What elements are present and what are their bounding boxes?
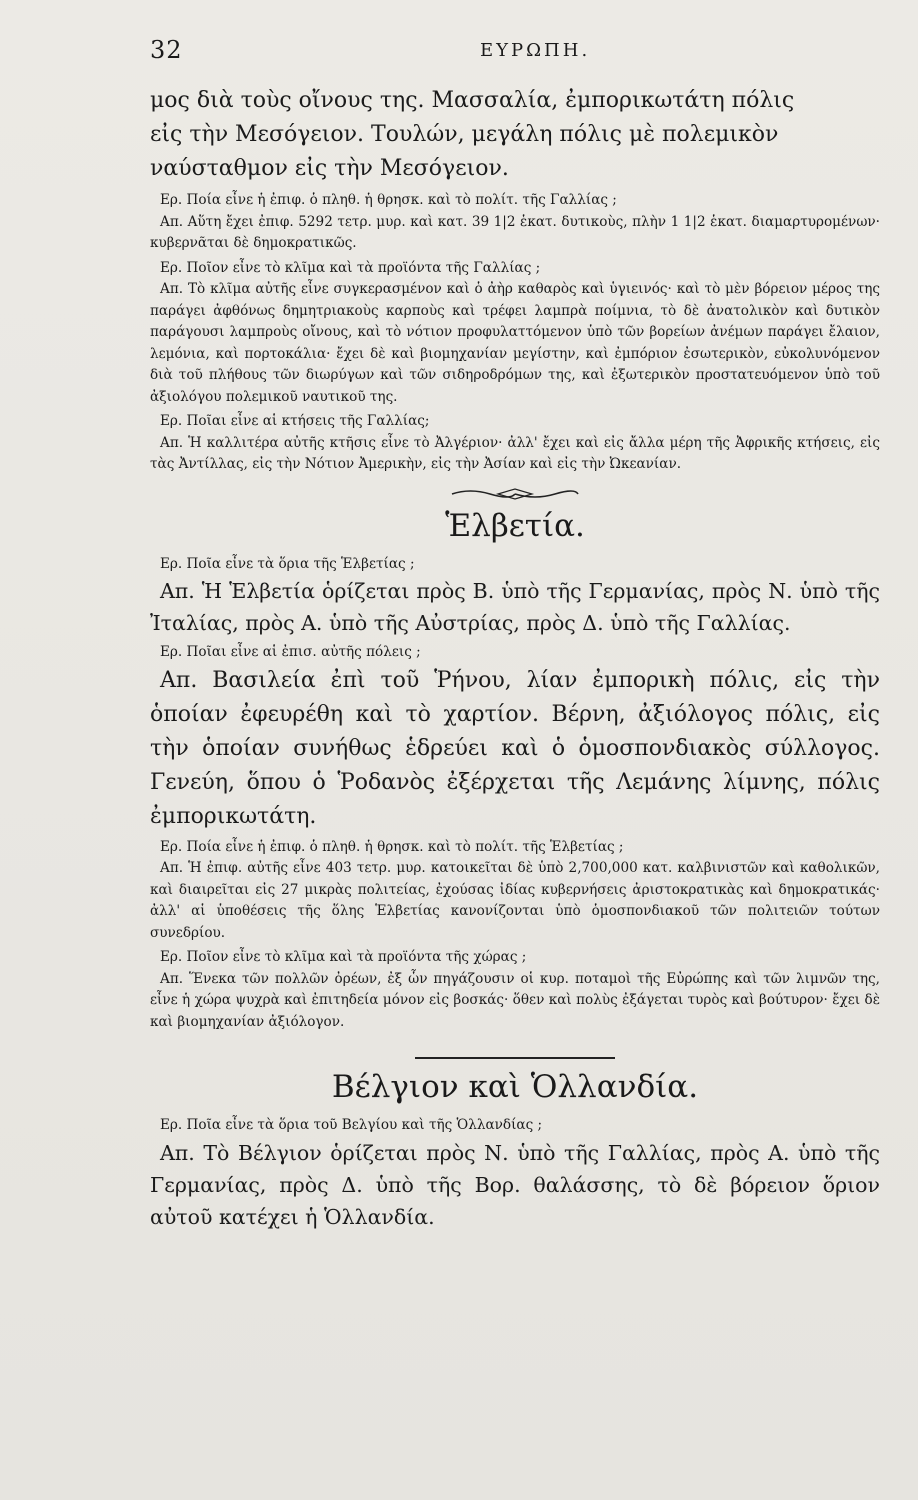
switzerland-answer-area: Απ. Ἡ ἐπιφ. αὐτῆς εἶνε 403 τετρ. μυρ. κατοικεῖται δὲ ὑπὸ 2,700,000 κατ. καλβινιστῶν καὶ καθολικῶν, καὶ διαιρεῖται εἰς 27 μικρὰς πολιτείας, ἐχούσας ἰδίας κυβερνήσεις ἀριστοκρατικὰς καὶ δημοκρατικάς· ἀλλ' αἱ ὑποθέσεις τῆς ὅλης Ἑλβετίας κανονίζονται ὑπὸ ὁμοσπονδιακοῦ τῶν πολιτειῶν τούτων συνεδρίου.: [150, 860, 880, 941]
switzerland-question-climate: Ερ. Ποῖον εἶνε τὸ κλῖμα καὶ τὰ προϊόντα τῆς χώρας ;: [160, 949, 527, 965]
switzerland-question-borders: Ερ. Ποῖα εἶνε τὰ ὅρια τῆς Ἑλβετίας ;: [160, 555, 415, 572]
page-body: [150, 84, 880, 1233]
france-answer-possessions: Απ. Ἡ καλλιτέρα αὐτῆς κτῆσις εἶνε τὸ Ἀλγέριον· ἀλλ' ἔχει καὶ εἰς ἄλλα μέρη τῆς Ἀφρικῆς κτήσεις, εἰς τὰς Ἀντίλλας, εἰς τὴν Νότιον Ἀμερικὴν, εἰς τὴν Ἀσίαν καὶ εἰς τὴν Ὠκεανίαν.: [150, 434, 880, 472]
switzerland-question-area: Ερ. Ποία εἶνε ἡ ἐπιφ. ὁ πληθ. ἡ θρησκ. καὶ τὸ πολίτ. τῆς Ἑλβετίας ;: [160, 838, 624, 855]
france-question-climate: Ερ. Ποῖον εἶνε τὸ κλῖμα καὶ τὰ προϊόντα τῆς Γαλλίας ;: [160, 259, 541, 276]
switzerland-answer-borders: Απ. Ἡ Ἑλβετία ὁρίζεται πρὸς Β. ὑπὸ τῆς Γερμανίας, πρὸς Ν. ὑπὸ τῆς Ἰταλίας, πρὸς Α. ὑπὸ τῆς Αὐστρίας, πρὸς Δ. ὑπὸ τῆς Γαλλίας.: [150, 579, 880, 635]
switzerland-question-cities: Ερ. Ποῖαι εἶνε αἱ ἐπισ. αὐτῆς πόλεις ;: [160, 644, 421, 660]
france-answer-climate: Απ. Τὸ κλῖμα αὐτῆς εἶνε συγκερασμένον καὶ ὁ ἀὴρ καθαρὸς καὶ ὑγιεινός· καὶ τὸ μὲν βόρειον μέρος της παράγει ἀφθόνως δημητριακοὺς καρποὺς καὶ τρέφει λαμπρὰ ποίμνια, τὸ δὲ ἀνατολικὸν καὶ δυτικὸν παράγουσι λαμπροὺς οἴνους, καὶ τὸ νότιον προφυλαττόμενον ὑπὸ τῶν βορείων ἀνέμων παράγει ἔλαιον, λεμόνια, καὶ πορτοκάλια· ἔχει δὲ καὶ βιομηχανίαν μεγίστην, καὶ ἐμπόριον ἐσωτερικὸν, εὐκολυνόμενον διὰ τοῦ πλήθους τῶν διωρύγων καὶ τῶν σιδηροδρόμων της, καὶ ἐξωτερικὸν προστατευόμενον ὑπὸ τοῦ ἀξιολόγου πολεμικοῦ ναυτικοῦ της.: [150, 281, 880, 405]
belgium-answer-borders: Απ. Τὸ Βέλγιον ὁρίζεται πρὸς Ν. ὑπὸ τῆς Γαλλίας, πρὸς Α. ὑπὸ τῆς Γερμανίας, πρὸς Δ. ὑπὸ τῆς Βορ. θαλάσσης, τὸ δὲ βόρειον ὅριον αὐτοῦ κατέχει ἡ Ὁλλανδία.: [150, 1140, 880, 1229]
belgium-question-borders: Ερ. Ποῖα εἶνε τὰ ὅρια τοῦ Βελγίου καὶ τῆς Ὁλλανδίας ;: [160, 1117, 543, 1133]
france-question-possessions: Ερ. Ποῖαι εἶνε αἱ κτήσεις τῆς Γαλλίας;: [160, 413, 430, 429]
running-head: ΕΥΡΩΠΗ.: [480, 40, 591, 61]
france-cities-line-1: μος διὰ τοὺς οἴνους της. Μασσαλία, ἐμπορικωτάτη πόλις: [150, 88, 795, 113]
france-cities-line-3: ναύσταθμον εἰς τὴν Μεσόγειον.: [150, 156, 509, 181]
section-title-switzerland: Ἑλβετία.: [445, 507, 585, 544]
page-header: [150, 30, 870, 70]
switzerland-answer-climate: Απ. Ἕνεκα τῶν πολλῶν ὀρέων, ἐξ ὧν πηγάζουσιν οἱ κυρ. ποταμοὶ τῆς Εὐρώπης καὶ τῶν λιμνῶν της, εἶνε ἡ χώρα ψυχρὰ καὶ ἐπιτηδεία μόνον εἰς βοσκάς· ὅθεν καὶ πολὺς ἐξάγεται τυρὸς καὶ βούτυρον· ἔχει δὲ καὶ βιομηχανίαν ἀξιόλογον.: [150, 970, 880, 1030]
france-cities-line-2: εἰς τὴν Μεσόγειον. Τουλών, μεγάλη πόλις μὲ πολεμικὸν: [150, 122, 779, 147]
section-divider-line: [150, 1057, 880, 1059]
france-question-area: Ερ. Ποία εἶνε ἡ ἐπιφ. ὁ πληθ. ἡ θρησκ. καὶ τὸ πολίτ. τῆς Γαλλίας ;: [160, 192, 617, 208]
switzerland-answer-cities: Απ. Βασιλεία ἐπὶ τοῦ Ῥήνου, λίαν ἐμπορικὴ πόλις, εἰς τὴν ὁποίαν ἐφευρέθη καὶ τὸ χαρτίον. Βέρνη, ἀξιόλογος πόλις, εἰς τὴν ὁποίαν συνήθως ἑδρεύει καὶ ὁ ὁμοσπονδιακὸς σύλλογος. Γενεύη, ὅπου ὁ Ῥοδανὸς ἐξέρχεται τῆς Λεμάνης λίμνης, πόλις ἐμπορικωτάτη.: [150, 667, 880, 829]
section-title-belgium-holland: Βέλγιον καὶ Ὁλλανδία.: [331, 1069, 699, 1105]
page-number: 32: [150, 36, 183, 64]
france-answer-area: Απ. Αὕτη ἔχει ἐπιφ. 5292 τετρ. μυρ. καὶ κατ. 39 1|2 ἑκατ. δυτικοὺς, πλὴν 1 1|2 ἑκατ. διαμαρτυρομένων· κυβερνᾶται δὲ δημοκρατικῶς.: [150, 213, 880, 251]
ornamental-divider: [150, 486, 880, 502]
